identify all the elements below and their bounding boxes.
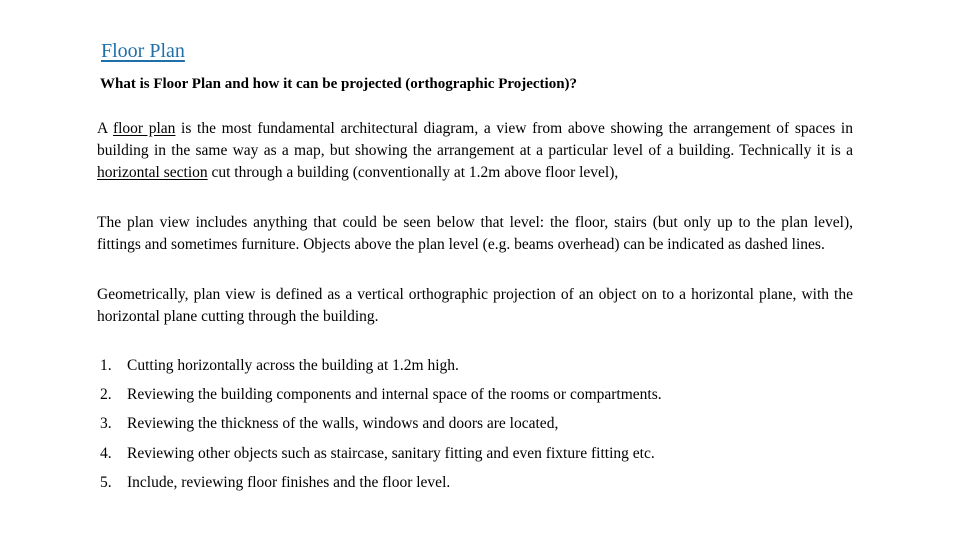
paragraph-geometry: Geometrically, plan view is defined as a vertical orthographic projection of an object on to a horizontal plane, with the horizontal plane cutting through the building.: [97, 286, 853, 325]
floor-plan-term: floor plan: [112, 120, 176, 137]
paragraph-text: A: [97, 120, 113, 137]
list-item: [100, 413, 662, 442]
list-item: [100, 443, 662, 472]
list-item-text: Reviewing the building components and internal space of the rooms or compartments.: [127, 386, 662, 404]
list-item-number: 5.: [100, 473, 112, 491]
steps-list: [100, 355, 662, 501]
list-item-text: Reviewing the thickness of the walls, windows and doors are located,: [127, 415, 559, 433]
paragraph-plan-view: The plan view includes anything that could be seen below that level: the floor, stairs (but only up to the plan level), fittings and sometimes furniture. Objects above the plan level (e.g. beams overhead) can be indicated as dashed lines.: [97, 214, 853, 253]
list-item: [100, 384, 662, 413]
list-item-text: Cutting horizontally across the building at 1.2m high.: [127, 357, 459, 374]
list-item-text: Include, reviewing floor finishes and the floor level.: [127, 473, 451, 491]
paragraph-definition: [97, 118, 853, 183]
slide-subtitle: What is Floor Plan and how it can be projected (orthographic Projection)?: [100, 76, 578, 92]
horizontal-section-term: horizontal section: [97, 163, 208, 181]
list-item-number: 3.: [100, 415, 112, 433]
list-item-number: 2.: [100, 386, 112, 404]
slide-title: Floor Plan: [101, 40, 185, 62]
list-item-number: 4.: [100, 444, 112, 462]
paragraph-text: cut through a building (conventionally at 1.2m above floor level),: [207, 163, 619, 181]
paragraph-text: is the most fundamental architectural diagram, a view from above showing the arrangement of spaces in building in the same way as a map, but showing the arrangement at a particular level of a building. Technically it is a: [97, 120, 853, 159]
list-item-number: 1.: [100, 357, 112, 374]
list-item-text: Reviewing other objects such as staircase, sanitary fitting and even fixture fitting etc.: [127, 444, 655, 462]
list-item: [100, 355, 662, 384]
list-item: [100, 472, 662, 501]
